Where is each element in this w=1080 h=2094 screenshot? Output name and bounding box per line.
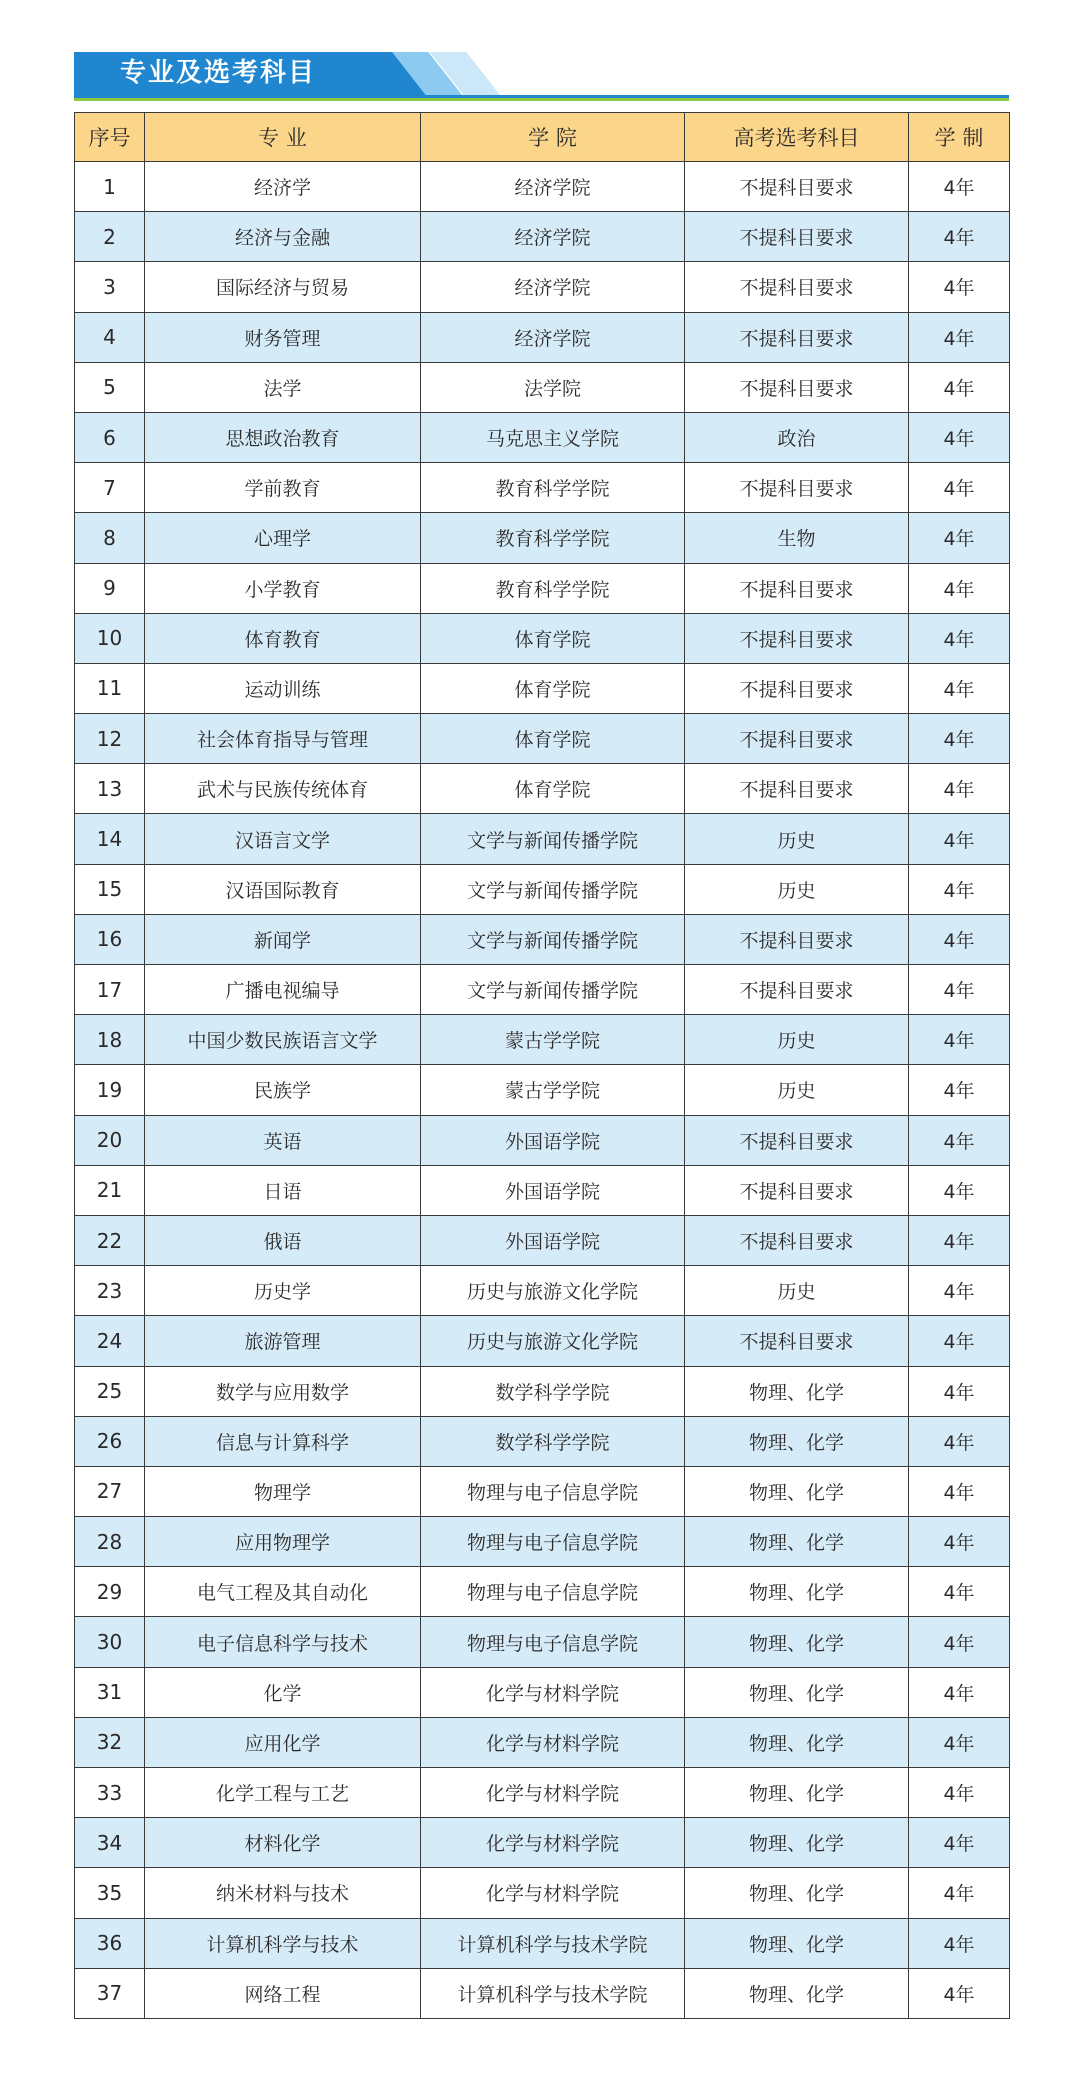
cell-number: 36 (75, 1918, 145, 1968)
cell-duration: 4年 (909, 764, 1010, 814)
cell-major: 旅游管理 (145, 1316, 421, 1366)
cell-subjects: 不提科目要求 (685, 1316, 909, 1366)
cell-major: 历史学 (145, 1266, 421, 1316)
table-row (75, 1165, 1010, 1215)
table-row (75, 1115, 1010, 1165)
cell-college: 经济学院 (421, 262, 685, 312)
table-row (75, 212, 1010, 262)
cell-major: 新闻学 (145, 914, 421, 964)
cell-number: 31 (75, 1667, 145, 1717)
table-row (75, 1868, 1010, 1918)
cell-college: 文学与新闻传播学院 (421, 914, 685, 964)
cell-number: 26 (75, 1416, 145, 1466)
cell-college: 经济学院 (421, 162, 685, 212)
table-row (75, 1366, 1010, 1416)
table-row (75, 714, 1010, 764)
cell-number: 15 (75, 864, 145, 914)
cell-major: 武术与民族传统体育 (145, 764, 421, 814)
cell-college: 物理与电子信息学院 (421, 1517, 685, 1567)
cell-duration: 4年 (909, 1667, 1010, 1717)
cell-duration: 4年 (909, 563, 1010, 613)
cell-subjects: 历史 (685, 1015, 909, 1065)
cell-major: 应用物理学 (145, 1517, 421, 1567)
cell-number: 1 (75, 162, 145, 212)
cell-subjects: 物理、化学 (685, 1617, 909, 1667)
cell-number: 9 (75, 563, 145, 613)
cell-college: 外国语学院 (421, 1165, 685, 1215)
cell-college: 教育科学学院 (421, 463, 685, 513)
column-header-subjects: 高考选考科目 (685, 113, 909, 162)
cell-college: 数学科学学院 (421, 1366, 685, 1416)
table-header (75, 113, 1010, 162)
cell-subjects: 历史 (685, 1266, 909, 1316)
cell-number: 6 (75, 412, 145, 462)
table-row (75, 613, 1010, 663)
cell-college: 体育学院 (421, 714, 685, 764)
cell-college: 蒙古学学院 (421, 1015, 685, 1065)
cell-major: 物理学 (145, 1466, 421, 1516)
table-row (75, 1968, 1010, 2018)
cell-duration: 4年 (909, 1416, 1010, 1466)
cell-number: 27 (75, 1466, 145, 1516)
cell-major: 民族学 (145, 1065, 421, 1115)
cell-duration: 4年 (909, 1768, 1010, 1818)
table-row (75, 362, 1010, 412)
cell-college: 物理与电子信息学院 (421, 1567, 685, 1617)
table-row (75, 1818, 1010, 1868)
cell-subjects: 物理、化学 (685, 1416, 909, 1466)
cell-duration: 4年 (909, 1517, 1010, 1567)
cell-subjects: 不提科目要求 (685, 1215, 909, 1265)
cell-subjects: 不提科目要求 (685, 764, 909, 814)
cell-number: 12 (75, 714, 145, 764)
cell-college: 化学与材料学院 (421, 1818, 685, 1868)
cell-number: 28 (75, 1517, 145, 1567)
table-row (75, 162, 1010, 212)
cell-duration: 4年 (909, 162, 1010, 212)
column-header-college: 学 院 (421, 113, 685, 162)
table-row (75, 1215, 1010, 1265)
cell-duration: 4年 (909, 1366, 1010, 1416)
cell-subjects: 历史 (685, 1065, 909, 1115)
cell-duration: 4年 (909, 1065, 1010, 1115)
cell-duration: 4年 (909, 663, 1010, 713)
cell-subjects: 生物 (685, 513, 909, 563)
column-header-number: 序号 (75, 113, 145, 162)
cell-number: 4 (75, 312, 145, 362)
table-row (75, 412, 1010, 462)
cell-college: 历史与旅游文化学院 (421, 1266, 685, 1316)
cell-major: 计算机科学与技术 (145, 1918, 421, 1968)
cell-subjects: 物理、化学 (685, 1768, 909, 1818)
cell-major: 纳米材料与技术 (145, 1868, 421, 1918)
cell-college: 教育科学学院 (421, 563, 685, 613)
table-row (75, 864, 1010, 914)
cell-college: 物理与电子信息学院 (421, 1466, 685, 1516)
cell-duration: 4年 (909, 714, 1010, 764)
cell-college: 文学与新闻传播学院 (421, 965, 685, 1015)
table-row (75, 965, 1010, 1015)
table-row (75, 262, 1010, 312)
cell-duration: 4年 (909, 1617, 1010, 1667)
table-row (75, 312, 1010, 362)
cell-major: 化学 (145, 1667, 421, 1717)
cell-subjects: 不提科目要求 (685, 914, 909, 964)
cell-number: 3 (75, 262, 145, 312)
cell-duration: 4年 (909, 513, 1010, 563)
cell-duration: 4年 (909, 914, 1010, 964)
cell-subjects: 历史 (685, 814, 909, 864)
column-header-duration: 学 制 (909, 113, 1010, 162)
cell-college: 体育学院 (421, 764, 685, 814)
cell-college: 物理与电子信息学院 (421, 1617, 685, 1667)
cell-subjects: 不提科目要求 (685, 262, 909, 312)
cell-duration: 4年 (909, 362, 1010, 412)
cell-duration: 4年 (909, 965, 1010, 1015)
cell-college: 经济学院 (421, 212, 685, 262)
cell-major: 运动训练 (145, 663, 421, 713)
table-row (75, 1015, 1010, 1065)
cell-number: 5 (75, 362, 145, 412)
cell-number: 21 (75, 1165, 145, 1215)
cell-duration: 4年 (909, 212, 1010, 262)
cell-number: 7 (75, 463, 145, 513)
cell-major: 经济学 (145, 162, 421, 212)
cell-duration: 4年 (909, 1165, 1010, 1215)
cell-duration: 4年 (909, 262, 1010, 312)
cell-number: 34 (75, 1818, 145, 1868)
cell-number: 18 (75, 1015, 145, 1065)
table-row (75, 663, 1010, 713)
cell-subjects: 不提科目要求 (685, 1165, 909, 1215)
section-banner (74, 52, 1009, 98)
cell-duration: 4年 (909, 613, 1010, 663)
cell-duration: 4年 (909, 1968, 1010, 2018)
cell-subjects: 政治 (685, 412, 909, 462)
table-row (75, 1667, 1010, 1717)
cell-major: 电气工程及其自动化 (145, 1567, 421, 1617)
cell-duration: 4年 (909, 1015, 1010, 1065)
cell-number: 25 (75, 1366, 145, 1416)
table-row (75, 513, 1010, 563)
table-header-row (75, 113, 1010, 162)
cell-college: 蒙古学学院 (421, 1065, 685, 1115)
cell-subjects: 不提科目要求 (685, 663, 909, 713)
cell-major: 俄语 (145, 1215, 421, 1265)
banner-underline-green (74, 98, 1009, 101)
cell-college: 文学与新闻传播学院 (421, 814, 685, 864)
cell-college: 经济学院 (421, 312, 685, 362)
cell-college: 体育学院 (421, 613, 685, 663)
cell-number: 22 (75, 1215, 145, 1265)
cell-college: 化学与材料学院 (421, 1868, 685, 1918)
table-row (75, 1567, 1010, 1617)
cell-subjects: 物理、化学 (685, 1517, 909, 1567)
cell-number: 2 (75, 212, 145, 262)
cell-duration: 4年 (909, 1466, 1010, 1516)
cell-number: 23 (75, 1266, 145, 1316)
cell-major: 化学工程与工艺 (145, 1768, 421, 1818)
cell-college: 化学与材料学院 (421, 1768, 685, 1818)
cell-subjects: 不提科目要求 (685, 362, 909, 412)
cell-duration: 4年 (909, 1918, 1010, 1968)
cell-subjects: 不提科目要求 (685, 613, 909, 663)
cell-duration: 4年 (909, 463, 1010, 513)
cell-duration: 4年 (909, 1316, 1010, 1366)
cell-college: 数学科学学院 (421, 1416, 685, 1466)
cell-subjects: 不提科目要求 (685, 312, 909, 362)
table-row (75, 1918, 1010, 1968)
cell-college: 计算机科学与技术学院 (421, 1968, 685, 2018)
table-body (75, 162, 1010, 2019)
table-row (75, 1466, 1010, 1516)
cell-major: 体育教育 (145, 613, 421, 663)
cell-subjects: 不提科目要求 (685, 563, 909, 613)
cell-number: 10 (75, 613, 145, 663)
table-row (75, 463, 1010, 513)
table-row (75, 1617, 1010, 1667)
cell-subjects: 物理、化学 (685, 1366, 909, 1416)
cell-college: 体育学院 (421, 663, 685, 713)
cell-subjects: 不提科目要求 (685, 714, 909, 764)
cell-college: 教育科学学院 (421, 513, 685, 563)
cell-number: 35 (75, 1868, 145, 1918)
majors-table-container (74, 112, 1009, 2019)
cell-duration: 4年 (909, 814, 1010, 864)
cell-subjects: 物理、化学 (685, 1918, 909, 1968)
cell-subjects: 物理、化学 (685, 1717, 909, 1767)
cell-major: 心理学 (145, 513, 421, 563)
column-header-major: 专 业 (145, 113, 421, 162)
table-row (75, 1416, 1010, 1466)
cell-major: 信息与计算科学 (145, 1416, 421, 1466)
cell-subjects: 物理、化学 (685, 1968, 909, 2018)
cell-duration: 4年 (909, 1818, 1010, 1868)
cell-major: 数学与应用数学 (145, 1366, 421, 1416)
cell-subjects: 物理、化学 (685, 1868, 909, 1918)
table-row (75, 1065, 1010, 1115)
cell-duration: 4年 (909, 1717, 1010, 1767)
cell-number: 24 (75, 1316, 145, 1366)
cell-major: 汉语言文学 (145, 814, 421, 864)
cell-college: 化学与材料学院 (421, 1717, 685, 1767)
cell-college: 外国语学院 (421, 1215, 685, 1265)
cell-number: 19 (75, 1065, 145, 1115)
cell-number: 17 (75, 965, 145, 1015)
cell-major: 社会体育指导与管理 (145, 714, 421, 764)
majors-table (74, 112, 1010, 2019)
cell-major: 经济与金融 (145, 212, 421, 262)
cell-major: 中国少数民族语言文学 (145, 1015, 421, 1065)
table-row (75, 1316, 1010, 1366)
cell-subjects: 不提科目要求 (685, 212, 909, 262)
cell-major: 思想政治教育 (145, 412, 421, 462)
cell-subjects: 物理、化学 (685, 1818, 909, 1868)
cell-number: 29 (75, 1567, 145, 1617)
page-title: 专业及选考科目 (120, 58, 317, 88)
cell-number: 8 (75, 513, 145, 563)
cell-duration: 4年 (909, 312, 1010, 362)
cell-duration: 4年 (909, 412, 1010, 462)
cell-college: 化学与材料学院 (421, 1667, 685, 1717)
cell-major: 汉语国际教育 (145, 864, 421, 914)
cell-duration: 4年 (909, 1266, 1010, 1316)
table-row (75, 1517, 1010, 1567)
cell-number: 32 (75, 1717, 145, 1767)
cell-subjects: 不提科目要求 (685, 463, 909, 513)
table-row (75, 1266, 1010, 1316)
table-row (75, 914, 1010, 964)
cell-number: 37 (75, 1968, 145, 2018)
cell-college: 文学与新闻传播学院 (421, 864, 685, 914)
cell-number: 14 (75, 814, 145, 864)
table-row (75, 1768, 1010, 1818)
cell-major: 网络工程 (145, 1968, 421, 2018)
cell-number: 33 (75, 1768, 145, 1818)
cell-duration: 4年 (909, 1567, 1010, 1617)
cell-number: 20 (75, 1115, 145, 1165)
cell-college: 历史与旅游文化学院 (421, 1316, 685, 1366)
cell-number: 30 (75, 1617, 145, 1667)
cell-subjects: 物理、化学 (685, 1466, 909, 1516)
cell-subjects: 不提科目要求 (685, 162, 909, 212)
cell-number: 16 (75, 914, 145, 964)
cell-major: 财务管理 (145, 312, 421, 362)
cell-major: 法学 (145, 362, 421, 412)
table-row (75, 563, 1010, 613)
cell-major: 应用化学 (145, 1717, 421, 1767)
table-row (75, 814, 1010, 864)
cell-college: 外国语学院 (421, 1115, 685, 1165)
cell-major: 小学教育 (145, 563, 421, 613)
cell-subjects: 历史 (685, 864, 909, 914)
cell-subjects: 物理、化学 (685, 1667, 909, 1717)
table-row (75, 1717, 1010, 1767)
cell-duration: 4年 (909, 1115, 1010, 1165)
cell-major: 材料化学 (145, 1818, 421, 1868)
cell-subjects: 物理、化学 (685, 1567, 909, 1617)
cell-number: 13 (75, 764, 145, 814)
cell-college: 马克思主义学院 (421, 412, 685, 462)
cell-college: 法学院 (421, 362, 685, 412)
cell-major: 广播电视编导 (145, 965, 421, 1015)
cell-major: 国际经济与贸易 (145, 262, 421, 312)
cell-duration: 4年 (909, 1868, 1010, 1918)
table-row (75, 764, 1010, 814)
cell-major: 日语 (145, 1165, 421, 1215)
cell-college: 计算机科学与技术学院 (421, 1918, 685, 1968)
cell-major: 电子信息科学与技术 (145, 1617, 421, 1667)
cell-major: 学前教育 (145, 463, 421, 513)
cell-subjects: 不提科目要求 (685, 965, 909, 1015)
cell-duration: 4年 (909, 864, 1010, 914)
cell-duration: 4年 (909, 1215, 1010, 1265)
cell-subjects: 不提科目要求 (685, 1115, 909, 1165)
cell-number: 11 (75, 663, 145, 713)
cell-major: 英语 (145, 1115, 421, 1165)
